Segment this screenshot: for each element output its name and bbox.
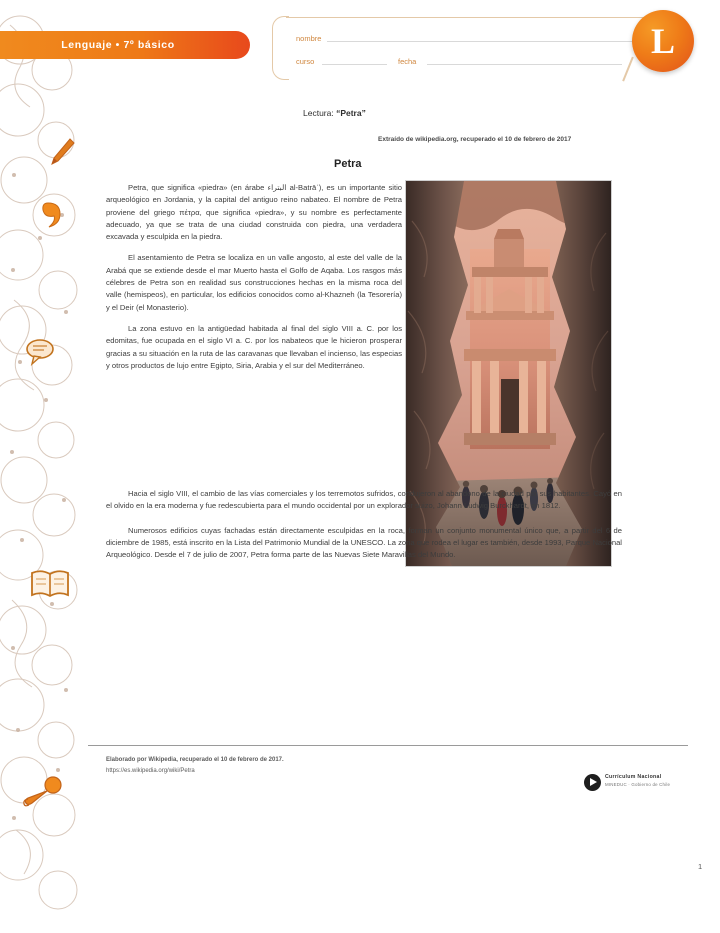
play-icon — [584, 774, 601, 791]
subject-logo-badge — [632, 10, 694, 72]
page-number: 1 — [698, 862, 703, 871]
microphone-icon — [22, 775, 66, 809]
footer-credits — [106, 755, 284, 778]
nombre-label: nombre — [296, 34, 322, 43]
paragraph: Numerosos edificios cuyas fachadas están directamente esculpidas en la roca, forman un conjunto monumental único que, a partir del 6 de diciembre de 1985, está inscrito en la Lista del Patrimonio Mundial de la UNESCO. La zona que rodea el lugar es también, desde 1993, Parque Nacional Arqueológico. Desde el 7 de julio de 2007, Petra forma parte de las Nuevas Siete Maravillas del Mundo. — [106, 525, 622, 560]
comma-icon — [36, 195, 70, 229]
subject-tab-label: Lenguaje • 7º básico — [61, 39, 175, 51]
pen-icon — [44, 135, 78, 169]
source-attribution: Extraído de wikipedia.org, recuperado el 10 de febrero de 2017 — [378, 136, 572, 143]
footer-credit-line-1: Elaborado por Wikipedia, recuperado el 10 de febrero de 2017. — [106, 757, 284, 763]
curriculum-nacional-logo — [584, 772, 688, 794]
decorative-left-margin — [0, 0, 88, 933]
reading-label — [303, 108, 366, 118]
fecha-label: fecha — [398, 57, 417, 66]
brace-decoration — [272, 16, 289, 80]
page-header — [0, 0, 720, 96]
footer-logo-primary: Currículum Nacional — [605, 774, 662, 780]
top-rule — [286, 17, 670, 18]
lectura-prefix: Lectura: — [303, 108, 337, 118]
paragraph: El asentamiento de Petra se localiza en un valle angosto, al este del valle de la Arabá que se extiende desde el mar Muerto hasta el Golfo de Aqaba. Los rasgos más célebres de Petra son en realidad sus construcciones hechas en la misma roca del valle (hemispeos), en particular, los edificios conocidos como al-Khazneh (la Tesorería) y el Deir (el Monasterio). — [106, 253, 402, 312]
footer-logo-secondary: MINEDUC · Gobierno de Chile — [605, 782, 671, 787]
page-title: Petra — [334, 158, 362, 170]
lectura-title: “Petra” — [336, 108, 366, 118]
paragraph: Hacia el siglo VIII, el cambio de las vías comerciales y los terremotos sufridos, condujeron al abandono de la ciudad por sus habitantes. Cayó en el olvido en la era moderna y fue redescubierta para el mundo occidental por un explorador suizo, Johann Ludwig Burckhardt, en 1812. — [106, 489, 622, 511]
logo-letter: L — [650, 21, 675, 61]
fecha-input-line[interactable] — [427, 64, 622, 65]
footer-credit-line-2[interactable]: https://es.wikipedia.org/wiki/Petra — [106, 768, 195, 775]
nombre-input-line[interactable] — [327, 41, 662, 42]
curso-input-line[interactable] — [322, 64, 387, 65]
curso-label: curso — [296, 57, 315, 66]
paragraph: Petra, que significa «piedra» (en árabe البتراء al-Batrāʾ), es un importante sitio arqueológico en Jordania, y la capital del antiguo reino nabateo. El nombre de Petra proviene del griego πέτρα, que significa «piedra», y su nombre es perfectamente adecuado, ya que se trata de una ciudad construida con piedra, una verdadera excavada y esculpida en la piedra. — [106, 183, 403, 242]
article-wide-text — [106, 488, 622, 573]
footer-divider — [88, 745, 688, 746]
article-column-text — [106, 182, 402, 381]
student-identification-box — [272, 16, 670, 78]
speech-bubble-icon — [23, 335, 57, 369]
book-icon — [28, 565, 72, 603]
subject-tab — [0, 31, 250, 59]
paragraph: La zona estuvo en la antigüedad habitada al final del siglo VIII a. C. por los edomitas, fue ocupada en el siglo VI a. C. por los nabateos que le hicieron prosperar gracias a su situación en la ruta de las caravanas que llevaban el incienso, las especias y otros productos de lujo entre Egipto, Siria, Arabia y el sur del Mediterráneo. — [106, 323, 402, 370]
